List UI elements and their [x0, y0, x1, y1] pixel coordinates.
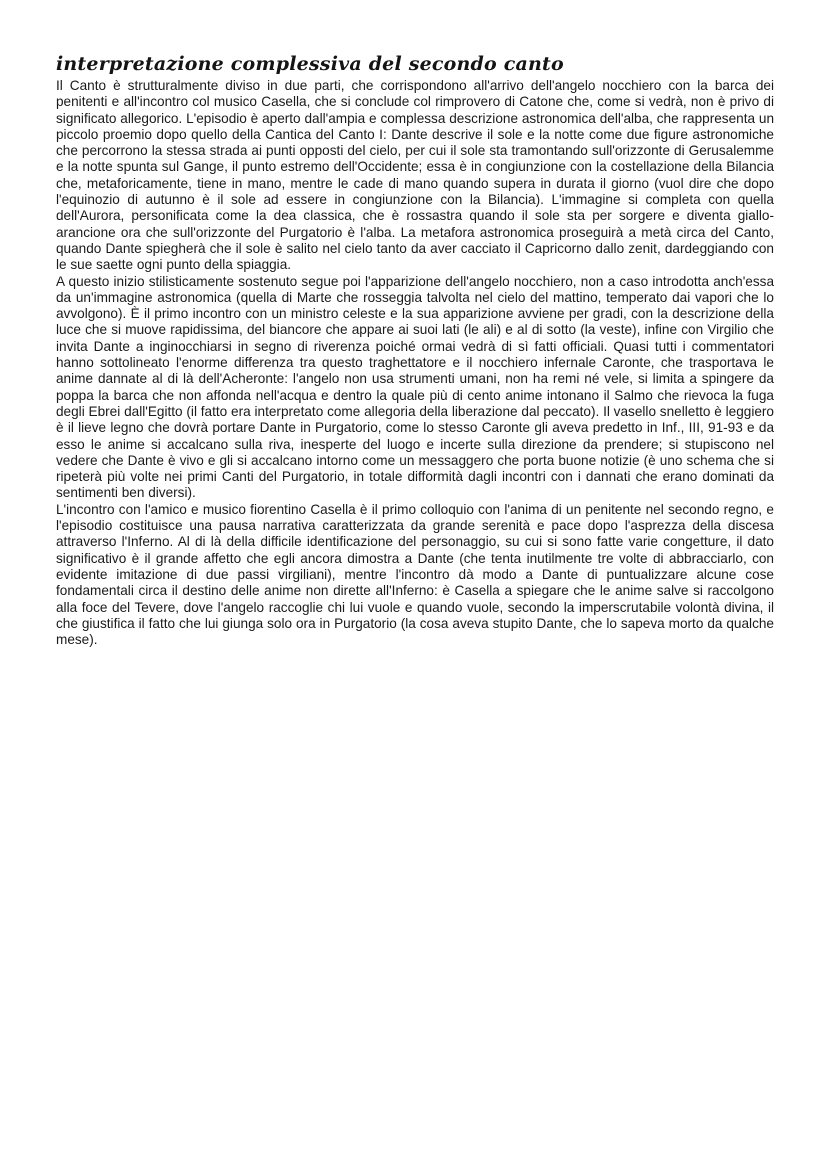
document-page [56, 52, 774, 648]
paragraph-casella-encounter: L'incontro con l'amico e musico fiorentino Casella è il primo colloquio con l'anima di un penitente nel secondo regno, e l'episodio costituisce una pausa narrativa caratterizzata da grande serenità e pace dopo l'asprezza della discesa attraverso l'Inferno. Al di là della difficile identificazione del personaggio, su cui si sono fatte varie congetture, il dato significativo è il grande affetto che egli ancora dimostra a Dante (che tenta inutilmente tre volte di abbracciarlo, con evidente imitazione di due passi virgiliani), mentre l'incontro dà modo a Dante di puntualizzare alcune cose fondamentali circa il destino delle anime non dirette all'Inferno: è Casella a spiegare che le anime salve si raccolgono alla foce del Tevere, dove l'angelo raccoglie chi lui vuole e quando vuole, secondo la imperscrutabile volontà divina, il che giustifica il fatto che lui giunga solo ora in Purgatorio (la cosa aveva stupito Dante, che lo sapeva morto da qualche mese). [56, 501, 774, 648]
paragraph-angel-boatman: A questo inizio stilisticamente sostenuto segue poi l'apparizione dell'angelo nocchiero, non a caso introdotta anch'essa da un'immagine astronomica (quella di Marte che rosseggia talvolta nel cielo del mattino, temperato dai vapori che lo avvolgono). È il primo incontro con un ministro celeste e la sua apparizione avviene per gradi, con la descrizione della luce che si muove rapidissima, del biancore che appare ai suoi lati (le ali) e al di sotto (la veste), infine con Virgilio che invita Dante a inginocchiarsi in segno di riverenza poiché ormai vedrà di sì fatti officiali. Quasi tutti i commentatori hanno sottolineato l'enorme differenza tra questo traghettatore e il nocchiero infernale Caronte, che trasportava le anime dannate al di là dell'Acheronte: l'angelo non usa strumenti umani, non ha remi né vele, si limita a spingere da poppa la barca che non affonda nell'acqua e dentro la quale più di cento anime intonano il Salmo che rievoca la fuga degli Ebrei dall'Egitto (il fatto era interpretato come allegoria della liberazione dal peccato). Il vasello snelletto è leggiero è il lieve legno che dovrà portare Dante in Purgatorio, come lo stesso Caronte gli aveva predetto in Inf., III, 91-93 e da esso le anime si accalcano sulla riva, inesperte del luogo e incerte sulla direzione da prendere; si stupiscono nel vedere che Dante è vivo e gli si accalcano intorno come un messaggero che porta buone notizie (è uno schema che si ripeterà più volte nei primi Canti del Purgatorio, in totale difformità dagli incontri con i dannati che erano dominati da sentimenti ben diversi). [56, 273, 774, 501]
document-title: interpretazione complessiva del secondo canto [56, 53, 564, 75]
paragraph-astronomical-dawn: Il Canto è strutturalmente diviso in due parti, che corrispondono all'arrivo dell'angelo nocchiero con la barca dei penitenti e all'incontro col musico Casella, che si conclude col rimprovero di Catone che, come si vedrà, non è privo di significato allegorico. L'episodio è aperto dall'ampia e complessa descrizione astronomica dell'alba, che rappresenta un piccolo proemio dopo quello della Cantica del Canto I: Dante descrive il sole e la notte come due figure astronomiche che percorrono la stessa strada ai punti opposti del cielo, per cui il sole sta tramontando sull'orizzonte di Gerusalemme e la notte spunta sul Gange, il punto estremo dell'Occidente; essa è in congiunzione con la costellazione della Bilancia che, metaforicamente, tiene in mano, mentre le cade di mano quando supera in durata il giorno (vuol dire che dopo l'equinozio di autunno è il sole ad essere in congiunzione con la Bilancia). L'immagine si completa con quella dell'Aurora, personificata come la dea classica, che è rossastra quando il sole sta per sorgere e diventa giallo-arancione ora che sull'orizzonte del Purgatorio è l'alba. La metafora astronomica proseguirà a metà circa del Canto, quando Dante spiegherà che il sole è salito nel cielo tanto da aver cacciato il Capricorno dallo zenit, dardeggiando con le sue saette ogni punto della spiaggia. [56, 78, 774, 273]
